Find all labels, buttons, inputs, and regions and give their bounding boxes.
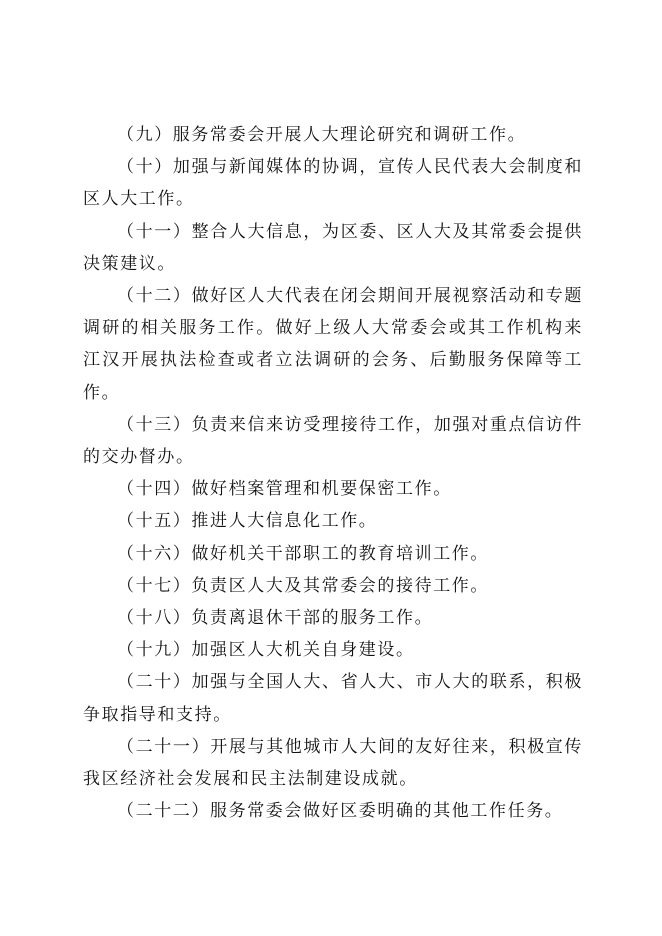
paragraph-17: （十七）负责区人大及其常委会的接待工作。	[117, 575, 489, 596]
paragraph-18: （十八）负责离退休干部的服务工作。	[117, 608, 434, 629]
paragraph-9: （九）服务常委会开展人大理论研究和调研工作。	[117, 125, 527, 145]
paragraph-21: （二十一）开展与其他城市人大间的友好往来，积极宣传我区经济社会发展和民主法制建设成就。	[83, 736, 583, 790]
paragraph-16: （十六）做好机关干部职工的教育培训工作。	[117, 543, 489, 564]
document-body	[83, 119, 583, 827]
paragraph-14: （十四）做好档案管理和机要保密工作。	[117, 479, 452, 500]
paragraph-11: （十一）整合人大信息，为区委、区人大及其常委会提供决策建议。	[83, 221, 583, 274]
paragraph-13: （十三）负责来信来访受理接待工作，加强对重点信访件的交办督办。	[83, 414, 583, 468]
paragraph-20: （二十）加强与全国人大、省人大、市人大的联系，积极争取指导和支持。	[83, 672, 583, 725]
paragraph-22: （二十二）服务常委会做好区委明确的其他工作任务。	[117, 801, 564, 822]
paragraph-19: （十九）加强区人大机关自身建设。	[117, 640, 415, 661]
paragraph-12: （十二）做好区人大代表在闭会期间开展视察活动和专题调研的相关服务工作。做好上级人大常委会或其工作机构来江汉开展执法检查或者立法调研的会务、后勤服务保障等工作。	[83, 286, 583, 403]
paragraph-15: （十五）推进人大信息化工作。	[117, 511, 378, 532]
paragraph-10: （十）加强与新闻媒体的协调，宣传人民代表大会制度和区人大工作。	[83, 157, 583, 210]
